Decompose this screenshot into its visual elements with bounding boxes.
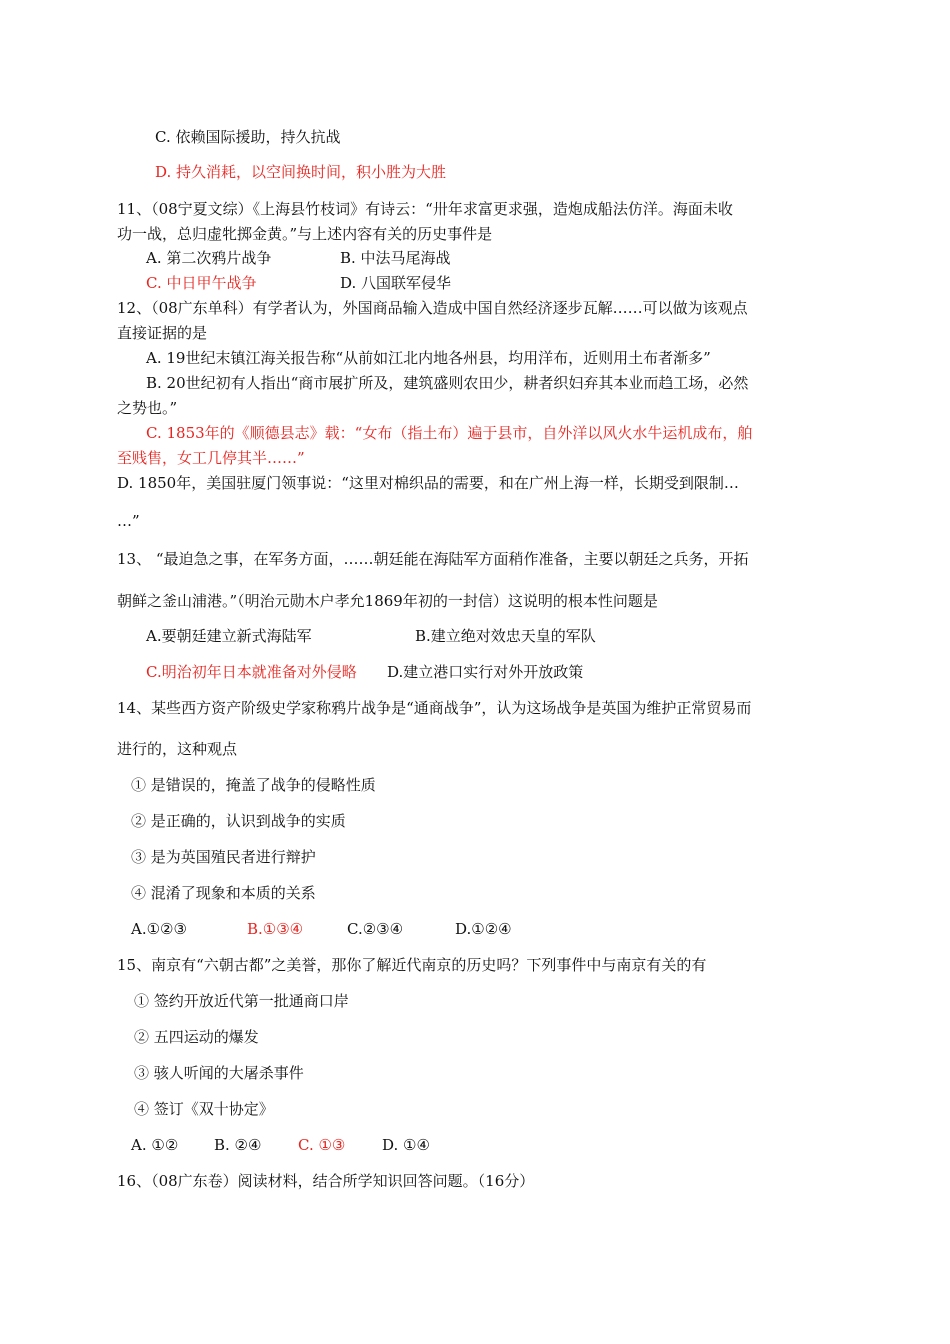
q14-item-1: ① 是错误的，掩盖了战争的侵略性质 — [131, 776, 376, 794]
q15-options-row — [131, 1134, 430, 1156]
q10-option-d-answer: D. 持久消耗，以空间换时间，积小胜为大胜 — [155, 163, 447, 181]
q12-option-d-line1: D. 1850年，美国驻厦门领事说：“这里对棉织品的需要，和在广州上海一样，长期受到限制… — [117, 474, 739, 492]
q15-item-3: ③ 骇人听闻的大屠杀事件 — [134, 1064, 304, 1082]
q12-option-b-line2: 之势也。” — [117, 399, 178, 417]
q15-stem: 15、南京有“六朝古都”之美誉，那你了解近代南京的历史吗？下列事件中与南京有关的有 — [117, 956, 707, 974]
q13-option-b: B.建立绝对效忠天皇的军队 — [415, 627, 596, 645]
q11-option-c-answer: C. 中日甲午战争 — [146, 274, 257, 292]
q15-option-a: A. ①② — [131, 1136, 179, 1154]
q12-option-c-answer-line2: 至贱售，女工几停其半……” — [117, 449, 305, 467]
q11-option-a: A. 第二次鸦片战争 — [146, 249, 272, 267]
q15-item-4: ④ 签订《双十协定》 — [134, 1100, 274, 1118]
q15-item-1: ① 签约开放近代第一批通商口岸 — [134, 992, 349, 1010]
q13-option-c-answer: C.明治初年日本就准备对外侵略 — [146, 663, 357, 681]
q15-option-b: B. ②④ — [214, 1136, 262, 1154]
q14-stem-line2: 进行的，这种观点 — [117, 740, 238, 758]
q14-option-a: A.①②③ — [131, 920, 187, 938]
q14-item-4: ④ 混淆了现象和本质的关系 — [131, 884, 316, 902]
q11-option-d: D. 八国联军侵华 — [340, 274, 452, 292]
q14-options-row — [131, 918, 512, 940]
q11-stem-line2: 功一战，总归虚牝掷金黄。”与上述内容有关的历史事件是 — [117, 225, 493, 243]
q11-option-b: B. 中法马尾海战 — [340, 249, 451, 267]
q12-stem-line2: 直接证据的是 — [117, 324, 208, 342]
q15-option-d: D. ①④ — [382, 1136, 430, 1154]
q13-option-a: A.要朝廷建立新式海陆军 — [146, 627, 312, 645]
q16-stem: 16、（08广东卷）阅读材料，结合所学知识回答问题。（16分） — [117, 1172, 535, 1190]
q14-stem-line1: 14、某些西方资产阶级史学家称鸦片战争是“通商战争”，认为这场战争是英国为维护正常贸易而 — [117, 699, 752, 717]
q14-item-3: ③ 是为英国殖民者进行辩护 — [131, 848, 316, 866]
q14-option-d: D.①②④ — [455, 920, 512, 938]
q11-stem-line1: 11、（08宁夏文综）《上海县竹枝词》有诗云：“卅年求富更求强，造炮成船法仿洋。海面未收 — [117, 200, 733, 218]
q12-option-c-answer-line1: C. 1853年的《顺德县志》载：“女布（指土布）遍于县市，自外洋以风火水牛运机成布，舶 — [146, 424, 753, 442]
q12-option-d-line2: …” — [117, 512, 140, 530]
q13-option-d: D.建立港口实行对外开放政策 — [387, 663, 584, 681]
q12-option-a: A. 19世纪末镇江海关报告称“从前如江北内地各州县，均用洋布，近则用土布者渐多” — [146, 349, 711, 367]
q13-stem-line1: 13、 “最迫急之事，在军务方面，……朝廷能在海陆军方面稍作准备，主要以朝廷之兵务，开拓 — [117, 550, 749, 568]
q10-option-c: C. 依赖国际援助，持久抗战 — [155, 128, 341, 146]
q14-item-2: ② 是正确的，认识到战争的实质 — [131, 812, 346, 830]
q12-option-b-line1: B. 20世纪初有人指出“商市展扩所及，建筑盛则农田少，耕者织妇弃其本业而趋工场，必然 — [146, 374, 749, 392]
q14-option-b-answer: B.①③④ — [247, 920, 304, 938]
q14-option-c: C.②③④ — [347, 920, 404, 938]
q15-item-2: ② 五四运动的爆发 — [134, 1028, 259, 1046]
q12-stem-line1: 12、（08广东单科）有学者认为，外国商品输入造成中国自然经济逐步瓦解……可以做为该观点 — [117, 299, 748, 317]
q15-option-c-answer: C. ①③ — [298, 1136, 346, 1154]
q13-stem-line2: 朝鲜之釜山浦港。”（明治元勋木户孝允1869年初的一封信）这说明的根本性问题是 — [117, 592, 658, 610]
